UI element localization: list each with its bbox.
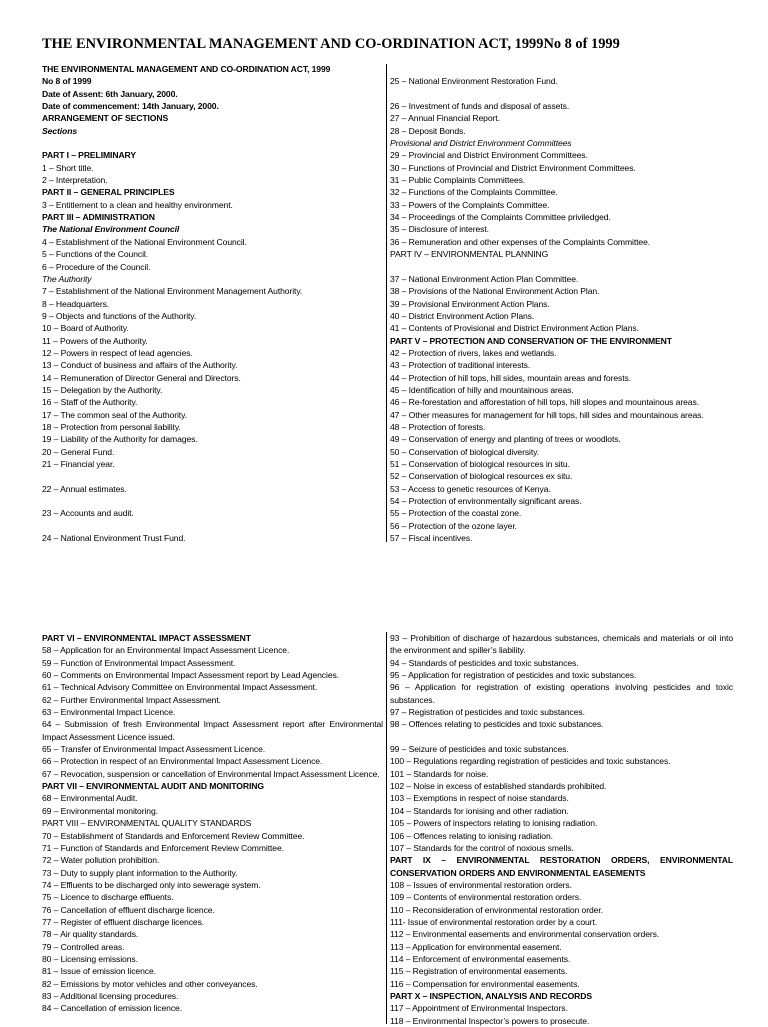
section-entry: 23 – Accounts and audit. [42,508,134,519]
contents-column-left [42,632,383,1015]
section-entry: 57 – Fiscal incentives. [390,533,473,544]
section-entry: 70 – Establishment of Standards and Enforcement Review Committee. [42,830,305,841]
section-entry: 33 – Powers of the Complaints Committee. [390,199,550,210]
heading-line: No 8 of 1999 [42,76,92,87]
part-heading: PART V – PROTECTION AND CONSERVATION OF THE ENVIRONMENT [390,335,672,346]
part-heading: PART IV – ENVIRONMENTAL PLANNING [390,249,549,260]
section-entry: 19 – Liability of the Authority for damages. [42,434,198,445]
section-entry: 103 – Exemptions in respect of noise standards. [390,793,569,804]
spacer [42,137,382,149]
section-entry: 63 – Environmental Impact Licence. [42,707,176,718]
section-entry: 9 – Objects and functions of the Authority. [42,310,197,321]
part-heading: PART IX – ENVIRONMENTAL RESTORATION ORDERS, ENVIRONMENTAL CONSERVATION ORDERS AND ENVIRONMENTAL EASEMENTS [390,855,733,878]
section-entry: 20 – General Fund. [42,446,115,457]
section-entry: 108 – Issues of environmental restoration orders. [390,879,572,890]
contents-column-right [390,632,733,1027]
contents-column-left [42,63,382,544]
section-entry: 110 – Reconsideration of environmental restoration order. [390,904,603,915]
section-entry: 42 – Protection of rivers, lakes and wetlands. [390,347,557,358]
section-entry: 101 – Standards for noise. [390,768,489,779]
section-entry: 104 – Standards for ionising and other radiation. [390,805,569,816]
section-entry: 43 – Protection of traditional interests. [390,360,531,371]
section-entry: 18 – Protection from personal liability. [42,421,181,432]
part-heading: PART I – PRELIMINARY [42,150,136,161]
section-entry: 80 – Licensing emissions. [42,953,138,964]
heading-line: THE ENVIRONMENTAL MANAGEMENT AND CO-ORDINATION ACT, 1999 [42,64,331,74]
section-entry: 68 – Environmental Audit. [42,793,138,804]
section-entry: 6 – Procedure of the Council. [42,261,151,272]
section-entry: 105 – Powers of inspectors relating to ionising radiation. [390,818,598,829]
part-heading: PART VII – ENVIRONMENTAL AUDIT AND MONITORING [42,781,264,792]
section-entry: 77 – Register of effluent discharge licences. [42,916,205,927]
section-entry: 44 – Protection of hill tops, hill sides, mountain areas and forests. [390,372,632,383]
section-entry: 27 – Annual Financial Report. [390,113,500,124]
section-entry: 12 – Powers in respect of lead agencies. [42,347,193,358]
spacer [390,731,733,743]
section-entry: 34 – Proceedings of the Complaints Committee priviledged. [390,212,611,223]
part-heading: PART III – ADMINISTRATION [42,212,155,223]
contents-column-right [390,63,735,544]
section-entry: 79 – Controlled areas. [42,941,125,952]
part-heading: PART X – INSPECTION, ANALYSIS AND RECORDS [390,990,593,1001]
section-entry: 71 – Function of Standards and Enforcement Review Committee. [42,842,284,853]
section-entry: 65 – Transfer of Environmental Impact Assessment Licence. [42,744,266,755]
section-entry: 48 – Protection of forests. [390,421,486,432]
section-entry: 109 – Contents of environmental restoration orders. [390,892,582,903]
section-entry: 106 – Offences relating to ionising radiation. [390,830,553,841]
section-entry: 41 – Contents of Provisional and District Environment Action Plans. [390,323,639,334]
section-entry: 49 – Conservation of energy and planting of trees or woodlots. [390,434,621,445]
section-entry: 72 – Water pollution prohibition. [42,855,160,866]
section-entry: 53 – Access to genetic resources of Kenya. [390,483,551,494]
section-entry: 76 – Cancellation of effluent discharge licence. [42,904,215,915]
section-entry: 39 – Provisional Environment Action Plans. [390,298,550,309]
heading-line: ARRANGEMENT OF SECTIONS [42,113,169,124]
spacer [42,495,382,507]
section-entry: 82 – Emissions by motor vehicles and other conveyances. [42,978,258,989]
section-entry: 98 – Offences relating to pesticides and toxic substances. [390,719,604,730]
section-entry: 15 – Delegation by the Authority. [42,384,163,395]
section-entry: 1 – Short title. [42,162,94,173]
section-entry: 54 – Protection of environmentally significant areas. [390,496,582,507]
section-entry: 31 – Public Complaints Committees. [390,175,526,186]
section-entry: 114 – Enforcement of environmental easements. [390,953,571,964]
section-entry: 74 – Effluents to be discharged only into sewerage system. [42,879,261,890]
section-entry: 21 – Financial year. [42,459,115,469]
section-entry: 116 – Compensation for environmental easements. [390,978,580,989]
section-entry: 36 – Remuneration and other expenses of the Complaints Committee. [390,236,651,247]
section-entry: 2 – Interpretation. [42,175,108,186]
section-entry: 115 – Registration of environmental easements. [390,966,568,977]
column-divider [386,64,387,542]
part-heading: PART II – GENERAL PRINCIPLES [42,187,175,198]
section-entry: 84 – Cancellation of emission licence. [42,1003,182,1014]
section-entry: 118 – Environmental Inspector’s powers to prosecute. [390,1015,590,1026]
spacer [390,261,735,273]
section-entry: 40 – District Environment Action Plans. [390,310,535,321]
section-entry: 29 – Provincial and District Environment Committees. [390,150,588,161]
section-entry: 4 – Establishment of the National Environment Council. [42,236,247,247]
section-entry: 7 – Establishment of the National Environment Management Authority. [42,286,303,297]
section-entry: 30 – Functions of Provincial and District Environment Committees. [390,162,636,173]
section-entry: 102 – Noise in excess of established standards prohibited. [390,781,607,792]
section-entry: 59 – Function of Environmental Impact Assessment. [42,657,236,668]
section-entry: 56 – Protection of the ozone layer. [390,520,517,531]
section-entry: 25 – National Environment Restoration Fund. [390,76,558,87]
section-entry: 75 – Licence to discharge effluents. [42,892,174,903]
section-entry: 107 – Standards for the control of noxious smells. [390,842,574,853]
section-entry: 55 – Protection of the coastal zone. [390,508,522,519]
section-entry: 97 – Registration of pesticides and toxic substances. [390,707,585,718]
section-entry: 60 – Comments on Environmental Impact Assessment report by Lead Agencies. [42,670,339,681]
spacer [42,470,382,482]
section-entry: 47 – Other measures for management for hill tops, hill sides and mountainous areas. [390,409,704,420]
section-entry: 96 – Application for registration of existing operations involving pesticides and toxic substances. [390,682,733,705]
section-entry: 95 – Application for registration of pesticides and toxic substances. [390,670,637,681]
section-entry: 22 – Annual estimates. [42,483,127,494]
heading-line: Sections [42,125,78,136]
heading-line: Date of Assent: 6th January, 2000. [42,88,178,99]
document-title: THE ENVIRONMENTAL MANAGEMENT AND CO-ORDINATION ACT, 1999No 8 of 1999 [42,36,620,52]
section-entry: 35 – Disclosure of interest. [390,224,489,235]
section-entry: 14 – Remuneration of Director General and Directors. [42,372,241,383]
spacer [390,88,735,100]
section-entry: 93 – Prohibition of discharge of hazardous substances, chemicals and materials or oil into the environment and spiller’s liability. [390,633,733,656]
section-entry: 24 – National Environment Trust Fund. [42,533,186,544]
section-entry: 99 – Seizure of pesticides and toxic substances. [390,744,569,755]
section-entry: 26 – Investment of funds and disposal of assets. [390,101,570,112]
section-entry: 45 – Identification of hilly and mountainous areas. [390,384,574,395]
section-entry: 32 – Functions of the Complaints Committee. [390,187,558,198]
section-entry: 62 – Further Environmental Impact Assessment. [42,694,221,705]
section-entry: 3 – Entitlement to a clean and healthy environment. [42,199,233,210]
section-entry: 100 – Regulations regarding registration of pesticides and toxic substances. [390,756,671,767]
spacer [42,520,382,532]
section-entry: 81 – Issue of emission licence. [42,966,156,977]
section-entry: 73 – Duty to supply plant information to the Authority. [42,867,238,878]
section-entry: 8 – Headquarters. [42,298,110,309]
column-divider [386,632,387,1024]
heading-line: The National Environment Council [42,224,180,235]
section-entry: 66 – Protection in respect of an Environmental Impact Assessment Licence. [42,756,323,767]
section-entry: 64 – Submission of fresh Environmental Impact Assessment report after Environmental Impact Assessment Licence issued. [42,719,383,742]
section-entry: 46 – Re-forestation and afforestation of hill tops, hill slopes and mountainous areas. [390,397,699,408]
section-entry: 13 – Conduct of business and affairs of the Authority. [42,360,238,371]
spacer [390,63,735,75]
heading-line: The Authority [42,273,92,284]
section-entry: 83 – Additional licensing procedures. [42,990,179,1001]
section-entry: 38 – Provisions of the National Environment Action Plan. [390,286,600,297]
part-heading: PART VI – ENVIRONMENTAL IMPACT ASSESSMENT [42,633,251,643]
heading-line: Provisional and District Environment Committees [390,138,572,149]
section-entry: 50 – Conservation of biological diversity. [390,446,539,457]
section-entry: 52 – Conservation of biological resources ex situ. [390,471,573,482]
section-entry: 58 – Application for an Environmental Impact Assessment Licence. [42,645,290,656]
section-entry: 61 – Technical Advisory Committee on Environmental Impact Assessment. [42,682,318,693]
section-entry: 113 – Application for environmental easement. [390,941,562,952]
section-entry: 10 – Board of Authority. [42,323,129,334]
section-entry: 5 – Functions of the Council. [42,249,149,260]
section-entry: 112 – Environmental easements and environmental conservation orders. [390,929,660,940]
section-entry: 78 – Air quality standards. [42,929,139,940]
section-entry: 111- Issue of environmental restoration order by a court. [390,916,598,927]
section-entry: 11 – Powers of the Authority. [42,335,148,346]
section-entry: 37 – National Environment Action Plan Committee. [390,273,579,284]
section-entry: 16 – Staff of the Authority. [42,397,138,408]
section-entry: 17 – The common seal of the Authority. [42,409,187,420]
section-entry: 51 – Conservation of biological resources in situ. [390,459,570,469]
section-entry: 67 – Revocation, suspension or cancellation of Environmental Impact Assessment Licence. [42,768,380,779]
part-heading: PART VIII – ENVIRONMENTAL QUALITY STANDARDS [42,818,252,829]
section-entry: 117 – Appointment of Environmental Inspectors. [390,1003,568,1014]
section-entry: 28 – Deposit Bonds. [390,125,466,136]
section-entry: 94 – Standards of pesticides and toxic substances. [390,657,579,668]
section-entry: 69 – Environmental monitoring. [42,805,158,816]
heading-line: Date of commencement: 14th January, 2000. [42,101,219,112]
